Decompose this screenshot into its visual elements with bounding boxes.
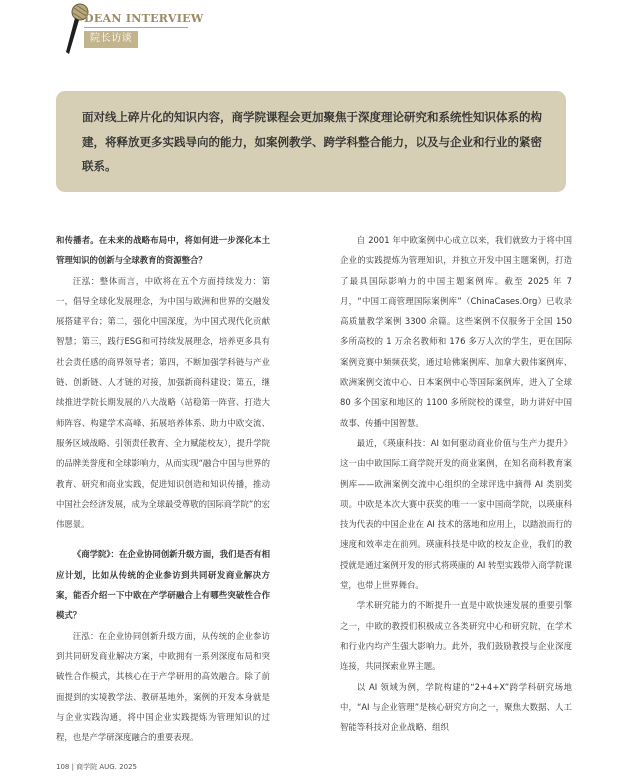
section-header [56,2,256,58]
header-divider [84,27,188,28]
header-title-en: DEAN INTERVIEW [84,12,204,25]
question-2: 《商学院》：在企业协同创新升级方面，我们是否有相应计划，比如从传统的企业参访到共同研发商业解决方案，能否介绍一下中欧在产学研融合上有哪些突破性合作模式？ [56,549,270,621]
right-column [340,230,572,737]
paragraph-4: 以 AI 领域为例，学院构建的“2+4+X”跨学科研究场地中，“AI 与企业管理”是核心研究方向之一，聚焦大数据、人工智能等科技对企业战略、组织 [340,681,572,733]
question-1: 和传播者。在未来的战略布局中，将如何进一步深化本土管理知识的创新与全球教育的资源整合？ [56,235,270,266]
left-column [56,230,270,747]
paragraph-1: 自 2001 年中欧案例中心成立以来，我们就致力于将中国企业的实践提炼为管理知识，并独立开发中国主题案例，打造了最具国际影响力的中国主题案例库。截至 2025 年 7 月，“中国工商管理国际案例库”（ChinaCases.Org）已收录高质量教学案例 3300 余篇。这些案例不仅服务于全国 150 多所高校的 1 万余名教师和 176 多万人次的学生，更在国际案例竞赛中频频获奖，通过哈佛案例库、加拿大毅伟案例库、欧洲案例交流中心、日本案例中心等国际案例库，进入了全球 80 多个国家和地区的 1100 多所院校的课堂，助力讲好中国故事、传播中国智慧。 [340,235,572,428]
pull-quote: 面对线上碎片化的知识内容，商学院课程会更加聚焦于深度理论研究和系统性知识体系的构建，将释放更多实践导向的能力，如案例教学、跨学科整合能力，以及与企业和行业的紧密联系。 [56,91,566,192]
answer-2: 汪泓：在企业协同创新升级方面，从传统的企业参访到共同研发商业解决方案，中欧拥有一系列深度布局和突破性合作模式，其核心在于产学研用的高效融合。除了前面提到的实境教学法、教研基地外，案例的开发本身就是与企业实践沟通，将中国企业实践提炼为管理知识的过程，也是产学研深度融合的重要表现。 [56,630,270,743]
page-footer: 108 | 商学院 AUG. 2025 [56,763,137,771]
answer-1: 汪泓：整体而言，中欧将在五个方面持续发力：第一，倡导全球化发展理念，为中国与欧洲和世界的交融发展搭建平台；第二，强化中国深度，为中国式现代化贡献智慧；第三，践行ESG和可持续发展理念，培养更多具有社会责任感的商界领导者；第四，不断加强学科链与产业链、创新链、人才链的对接，加强新商科建设；第五，继续推进学院长期发展的八大战略（站稳第一阵营、打造大师阵容、构建学术高峰、拓展培养体系、助力中欧交流、服务区域战略、引领责任教育、全力赋能校友），提升学院的品牌美誉度和全球影响力，从而实现“融合中国与世界的教育、研究和商业实践，促进知识创造和知识传播，推动中国社会经济发展，成为全球最受尊敬的国际商学院”的宏伟愿景。 [56,275,270,530]
paragraph-3: 学术研究能力的不断提升一直是中欧快速发展的重要引擎之一，中欧的教授们积极成立各类研究中心和研究院，在学术和行业内均产生强大影响力。此外，我们鼓励教授与企业深度连接，共同探索业界主题。 [340,600,572,672]
paragraph-2: 最近，《瑛康科技：AI 如何驱动商业价值与生产力提升》这一由中欧国际工商学院开发的商业案例，在知名商科教育案例库——欧洲案例交流中心组织的全球评选中摘得 AI 类别奖项。中欧是本次大赛中获奖的唯一一家中国商学院，以瑛康科技为代表的中国企业在 AI 技术的落地和应用上，以踏浪而行的速度和效率走在前列。瑛康科技是中欧的校友企业，我们的教授就是通过案例开发的形式将瑛康的 AI 转型实践带入商学院课堂，也带上世界舞台。 [340,437,572,591]
header-title-zh: 院长访谈 [84,31,138,48]
microphone-icon [56,2,92,58]
